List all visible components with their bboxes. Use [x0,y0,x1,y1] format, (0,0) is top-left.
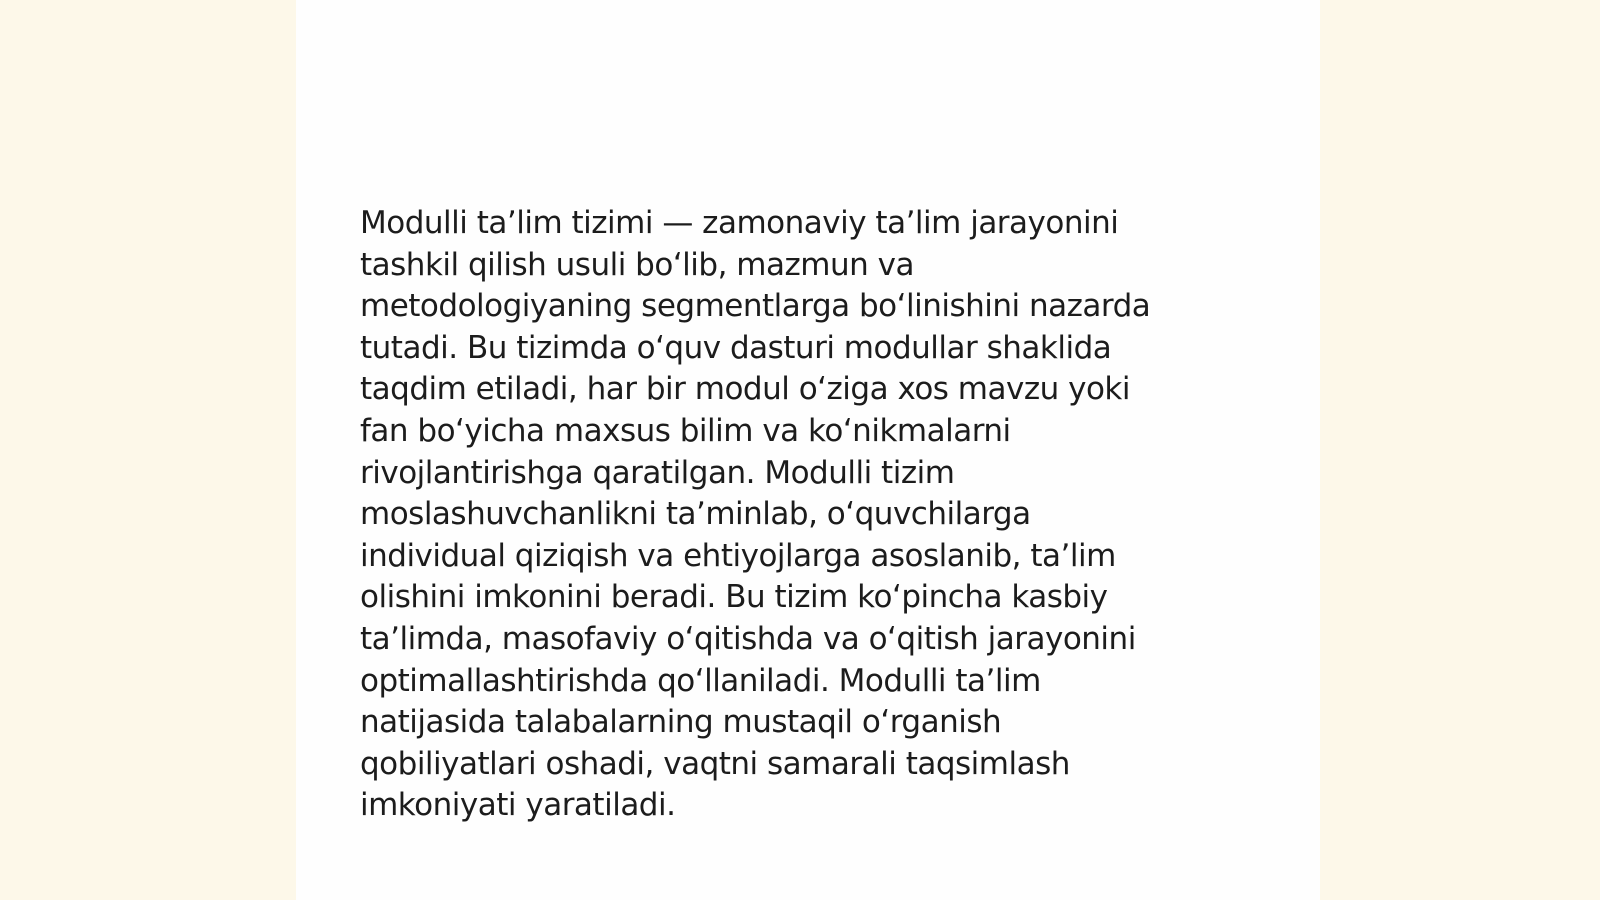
paragraph-line: qobiliyatlari oshadi, vaqtni samarali taqsimlash [360,745,1070,782]
document-page [296,0,1320,900]
paragraph-line: natijasida talabalarning mustaqil oʻrganish [360,704,1002,741]
paragraph-line: fan boʻyicha maxsus bilim va koʻnikmalarni [360,412,1011,449]
paragraph-line: tashkil qilish usuli boʻlib, mazmun va [360,246,914,283]
paragraph-line: olishini imkonini beradi. Bu tizim koʻpincha kasbiy [360,579,1108,616]
paragraph-line: individual qiziqish va ehtiyojlarga asoslanib, ta’lim [360,537,1116,574]
paragraph-line: optimallashtirishda qoʻllaniladi. Modulli ta’lim [360,662,1041,699]
paragraph-line: imkoniyati yaratiladi. [360,787,676,824]
paragraph-line: taqdim etiladi, har bir modul oʻziga xos mavzu yoki [360,371,1130,408]
paragraph-line: metodologiyaning segmentlarga boʻlinishini nazarda [360,288,1151,325]
paragraph-line: rivojlantirishga qaratilgan. Modulli tizim [360,454,955,491]
body-paragraph [360,203,1240,827]
paragraph-line: ta’limda, masofaviy oʻqitishda va oʻqitish jarayonini [360,620,1136,657]
paragraph-line: tutadi. Bu tizimda oʻquv dasturi modullar shaklida [360,329,1112,366]
paragraph-line: moslashuvchanlikni ta’minlab, oʻquvchilarga [360,496,1031,533]
paragraph-line: Modulli ta’lim tizimi — zamonaviy ta’lim jarayonini [360,205,1119,241]
